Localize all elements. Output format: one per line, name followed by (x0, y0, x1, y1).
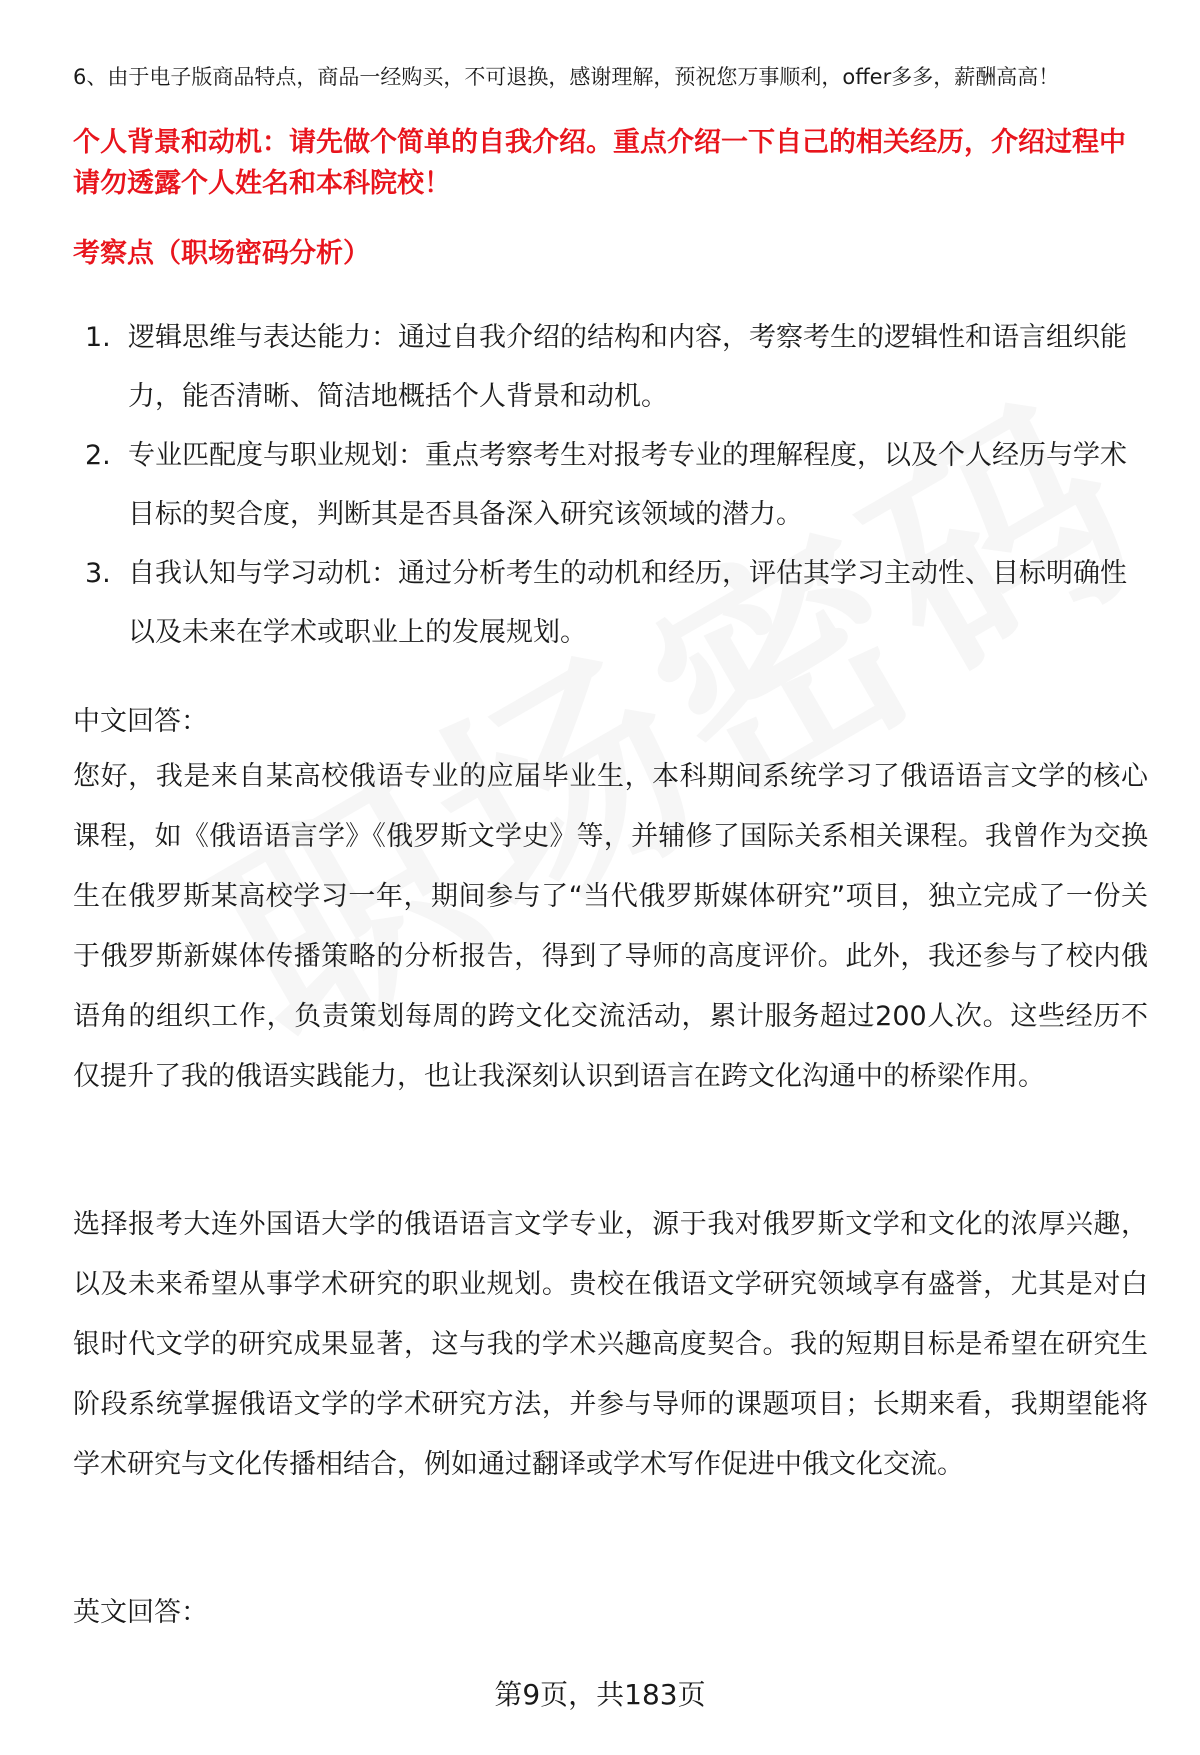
list-item-number: 1. (85, 322, 111, 353)
assessment-points-list (73, 308, 1148, 662)
chinese-answer-paragraph-1: 您好，我是来自某高校俄语专业的应届毕业生，本科期间系统学习了俄语语言文学的核心课程，如《俄语语言学》《俄罗斯文学史》等，并辅修了国际关系相关课程。我曾作为交换生在俄罗斯某高校学习一年，期间参与了“当代俄罗斯媒体研究”项目，独立完成了一份关于俄罗斯新媒体传播策略的分析报告，得到了导师的高度评价。此外，我还参与了校内俄语角的组织工作，负责策划每周的跨文化交流活动，累计服务超过200人次。这些经历不仅提升了我的俄语实践能力，也让我深刻认识到语言在跨文化沟通中的桥梁作用。 (73, 761, 1148, 1092)
list-item-number: 3. (85, 558, 111, 589)
chinese-answer-label: 中文回答： (73, 706, 208, 737)
list-item-text: 自我认知与学习动机：通过分析考生的动机和经历，评估其学习主动性、目标明确性以及未来在学术或职业上的发展规划。 (128, 558, 1127, 648)
list-item-text: 逻辑思维与表达能力：通过自我介绍的结构和内容，考察考生的逻辑性和语言组织能力，能否清晰、简洁地概括个人背景和动机。 (128, 322, 1127, 412)
list-item (73, 308, 1148, 426)
list-item-text: 专业匹配度与职业规划：重点考察考生对报考专业的理解程度，以及个人经历与学术目标的契合度，判断其是否具备深入研究该领域的潜力。 (128, 440, 1127, 530)
page-number-footer: 第9页，共183页 (494, 1678, 706, 1711)
assessment-subheading: 考察点（职场密码分析） (73, 238, 370, 269)
chinese-answer-paragraph-2: 选择报考大连外国语大学的俄语语言文学专业，源于我对俄罗斯文学和文化的浓厚兴趣，以及未来希望从事学术研究的职业规划。贵校在俄语文学研究领域享有盛誉，尤其是对白银时代文学的研究成果显著，这与我的学术兴趣高度契合。我的短期目标是希望在研究生阶段系统掌握俄语文学的学术研究方法，并参与导师的课题项目；长期来看，我期望能将学术研究与文化传播相结合，例如通过翻译或学术写作促进中俄文化交流。 (73, 1209, 1148, 1480)
question-heading: 个人背景和动机：请先做个简单的自我介绍。重点介绍一下自己的相关经历，介绍过程中请勿透露个人姓名和本科院校！ (73, 127, 1126, 199)
list-item (73, 544, 1148, 662)
english-answer-label: 英文回答： (73, 1597, 208, 1628)
list-item-number: 2. (85, 440, 111, 471)
list-item (73, 426, 1148, 544)
purchase-notice: 6、由于电子版商品特点，商品一经购买，不可退换，感谢理解，预祝您万事顺利，offer多多，薪酬高高！ (73, 65, 1060, 89)
